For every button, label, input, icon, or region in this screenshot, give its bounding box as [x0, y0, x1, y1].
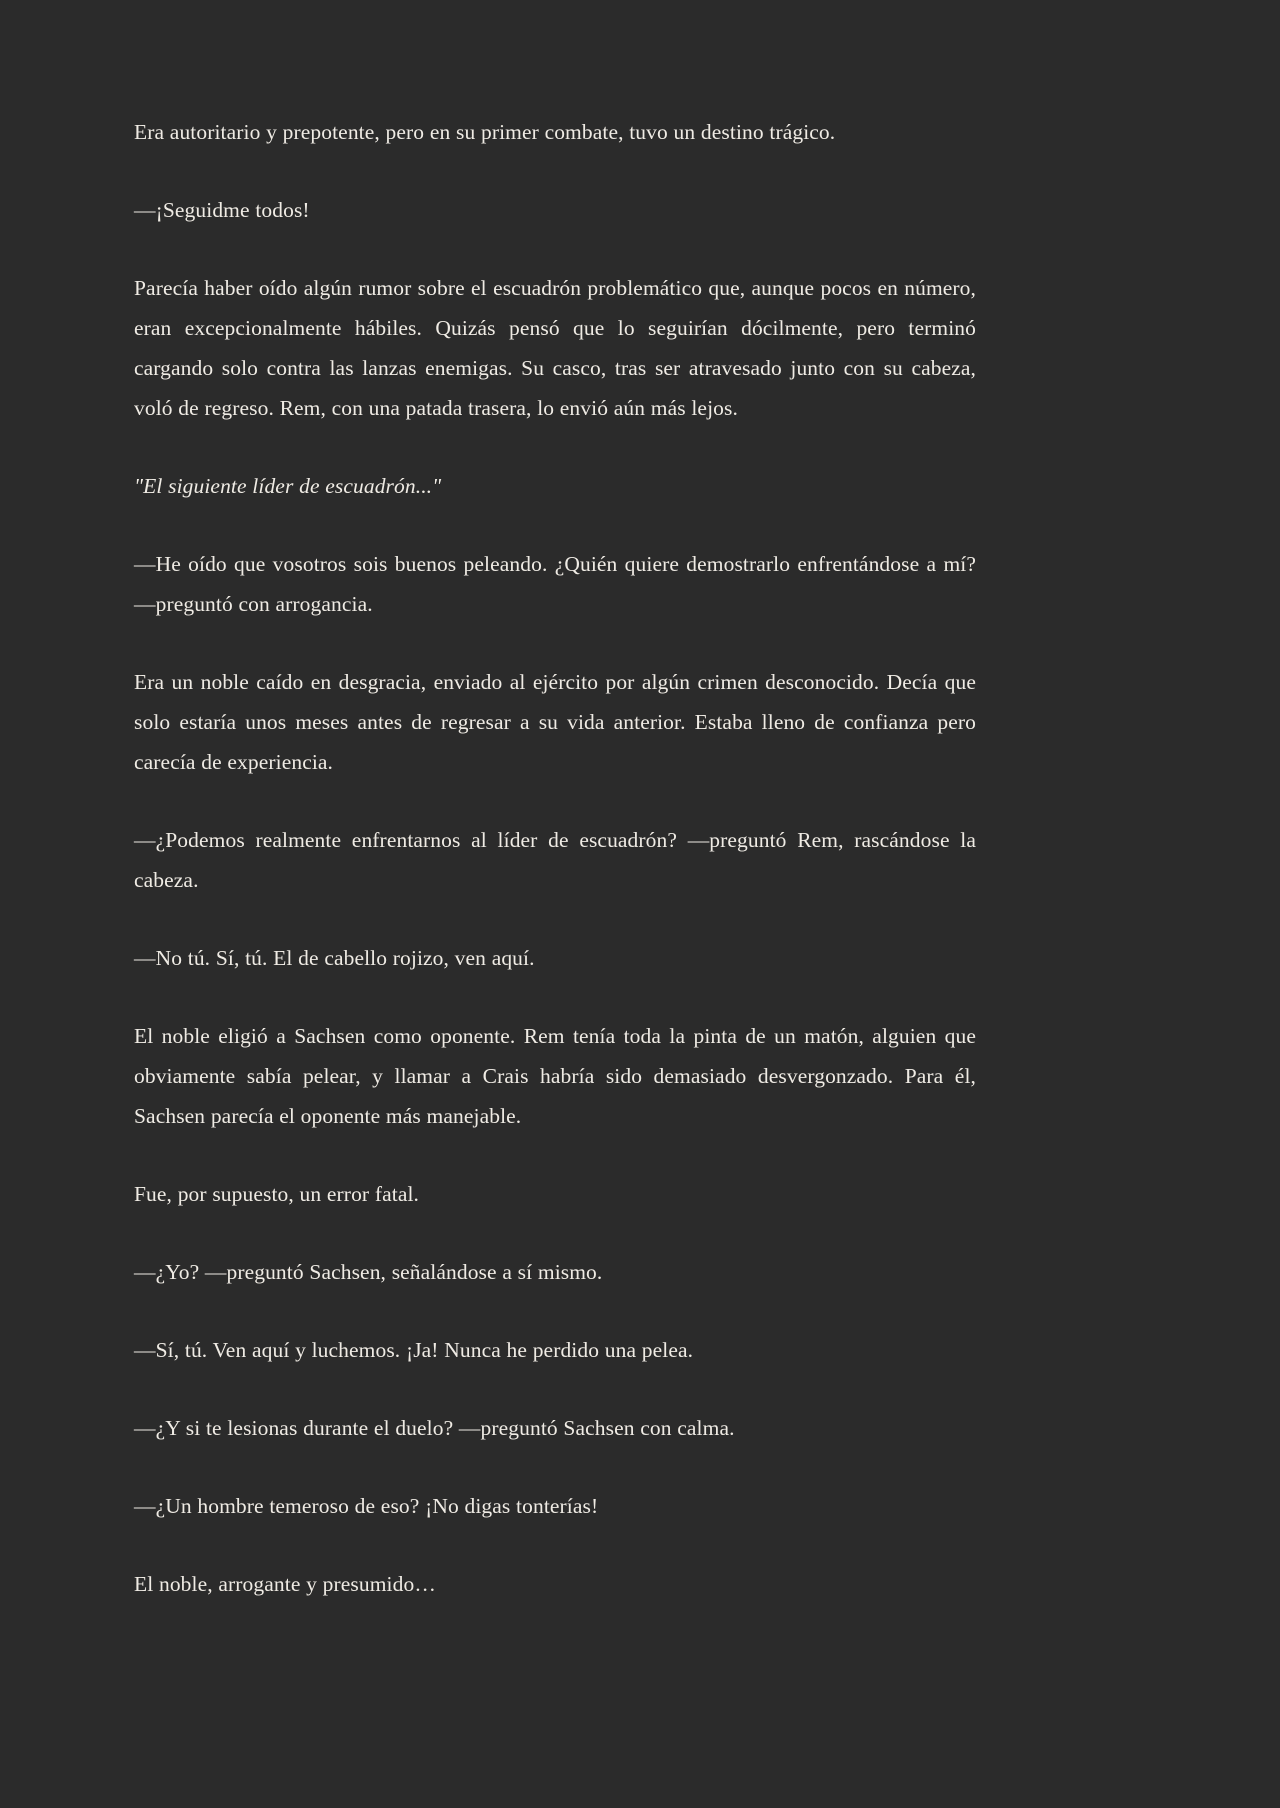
paragraph: El noble, arrogante y presumido… [134, 1572, 436, 1596]
paragraph-italic-quote: "El siguiente líder de escuadrón..." [134, 474, 442, 498]
paragraph: —¿Y si te lesionas durante el duelo? —preguntó Sachsen con calma. [134, 1416, 735, 1440]
paragraph: —¿Un hombre temeroso de eso? ¡No digas tonterías! [134, 1494, 599, 1518]
document-body [134, 112, 976, 1604]
paragraph: —Sí, tú. Ven aquí y luchemos. ¡Ja! Nunca he perdido una pelea. [134, 1338, 694, 1362]
paragraph: Era autoritario y prepotente, pero en su primer combate, tuvo un destino trágico. [134, 120, 836, 144]
paragraph: Fue, por supuesto, un error fatal. [134, 1182, 420, 1206]
paragraph: —¡Seguidme todos! [134, 198, 310, 222]
paragraph: Era un noble caído en desgracia, enviado al ejército por algún crimen desconocido. Decía que solo estaría unos meses antes de regresar a su vida anterior. Estaba lleno de confianza pero carecía de experiencia. [134, 670, 976, 774]
paragraph: El noble eligió a Sachsen como oponente. Rem tenía toda la pinta de un matón, alguien que obviamente sabía pelear, y llamar a Crais habría sido demasiado desvergonzado. Para él, Sachsen parecía el oponente más manejable. [134, 1024, 976, 1128]
paragraph: —¿Yo? —preguntó Sachsen, señalándose a sí mismo. [134, 1260, 603, 1284]
paragraph: —He oído que vosotros sois buenos peleando. ¿Quién quiere demostrarlo enfrentándose a mí? —preguntó con arrogancia. [134, 552, 976, 616]
paragraph: Parecía haber oído algún rumor sobre el escuadrón problemático que, aunque pocos en número, eran excepcionalmente hábiles. Quizás pensó que lo seguirían dócilmente, pero terminó cargando solo contra las lanzas enemigas. Su casco, tras ser atravesado junto con su cabeza, voló de regreso. Rem, con una patada trasera, lo envió aún más lejos. [134, 276, 976, 420]
paragraph: —No tú. Sí, tú. El de cabello rojizo, ven aquí. [134, 946, 535, 970]
paragraph: —¿Podemos realmente enfrentarnos al líder de escuadrón? —preguntó Rem, rascándose la cabeza. [134, 828, 976, 892]
